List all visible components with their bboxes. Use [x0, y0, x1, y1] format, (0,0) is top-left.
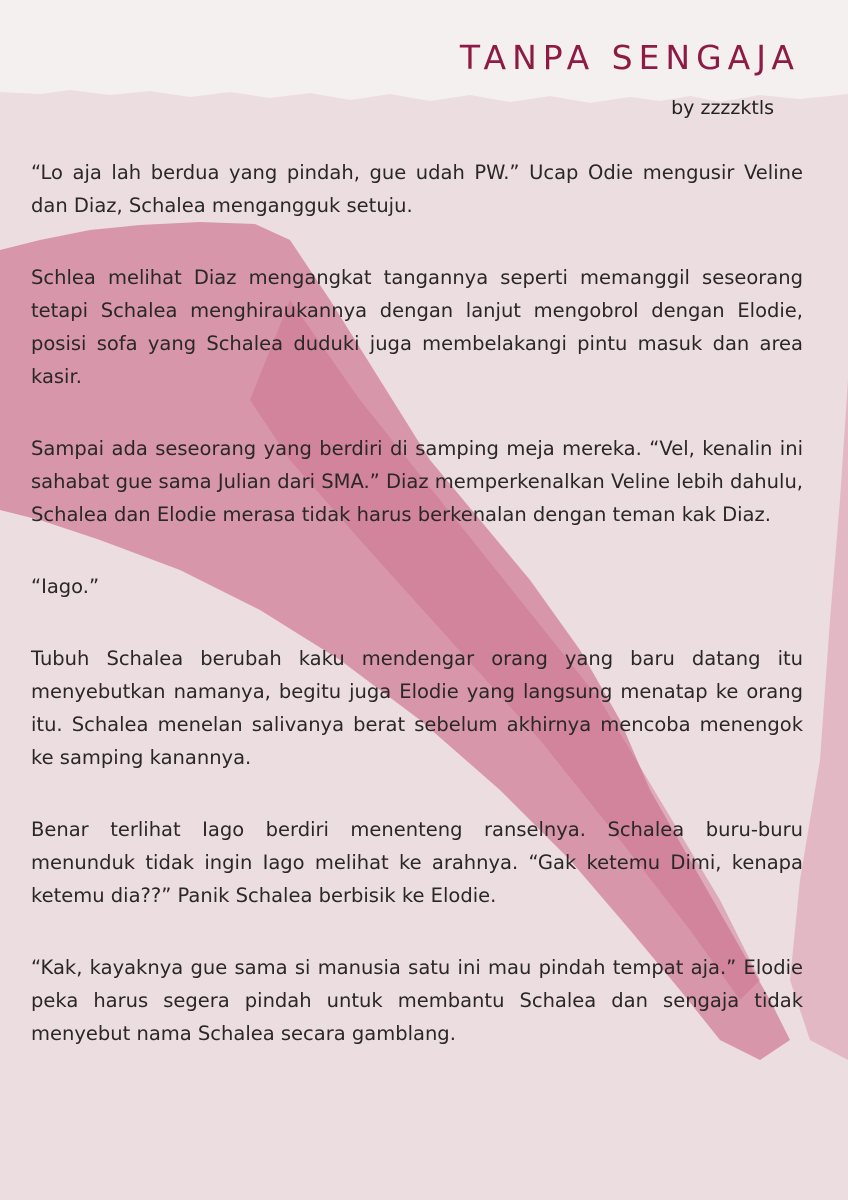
paragraph: Sampai ada seseorang yang berdiri di samping meja mereka. “Vel, kenalin ini sahabat gue sama Julian dari SMA.” Diaz memperkenalkan Veline lebih dahulu, Schalea dan Elodie merasa tidak harus berkenalan dengan teman kak Diaz. — [31, 437, 803, 526]
story-body — [31, 156, 803, 1089]
paragraph: “Lo aja lah berdua yang pindah, gue udah PW.” Ucap Odie mengusir Veline dan Diaz, Schalea mengangguk setuju. — [31, 161, 803, 217]
story-title: TANPA SENGAJA — [459, 38, 800, 77]
author-byline: by zzzzktls — [671, 97, 774, 119]
paragraph: Schlea melihat Diaz mengangkat tangannya seperti memanggil seseorang tetapi Schalea menghiraukannya dengan lanjut mengobrol dengan Elodie, posisi sofa yang Schalea duduki juga membelakangi pintu masuk dan area kasir. — [31, 266, 803, 388]
paragraph: Benar terlihat Iago berdiri menenteng ranselnya. Schalea buru-buru menunduk tidak ingin Iago melihat ke arahnya. “Gak ketemu Dimi, kenapa ketemu dia??” Panik Schalea berbisik ke Elodie. — [31, 818, 803, 907]
paragraph: Tubuh Schalea berubah kaku mendengar orang yang baru datang itu menyebutkan namanya, begitu juga Elodie yang langsung menatap ke orang itu. Schalea menelan salivanya berat sebelum akhirnya mencoba menengok ke samping kanannya. — [31, 647, 803, 769]
paragraph: “Kak, kayaknya gue sama si manusia satu ini mau pindah tempat aja.” Elodie peka harus segera pindah untuk membantu Schalea dan sengaja tidak menyebut nama Schalea secara gamblang. — [31, 956, 803, 1045]
paragraph: “Iago.” — [31, 575, 100, 598]
